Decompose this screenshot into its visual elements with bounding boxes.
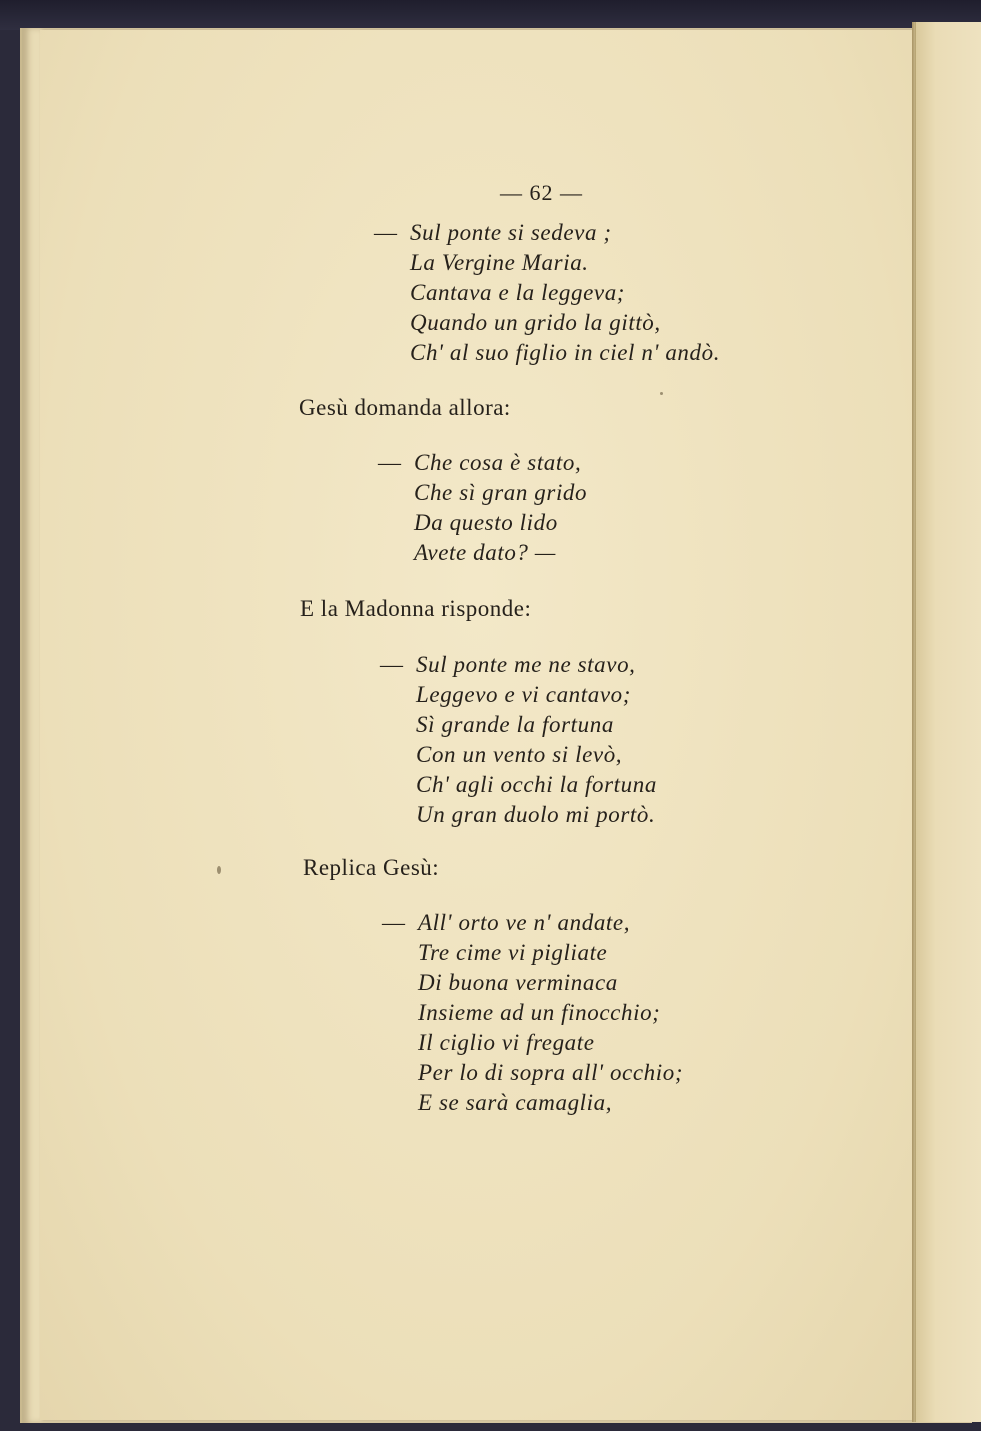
verse-line: Sul ponte si sedeva ; [410, 220, 612, 245]
prose-line: Replica Gesù: [303, 855, 440, 880]
verse-dash: — [382, 910, 406, 935]
verse-line: Per lo di sopra all' occhio; [418, 1060, 684, 1085]
verse-line: Insieme ad un finocchio; [418, 1000, 661, 1025]
paper-speck [217, 866, 221, 874]
verse-line: Leggevo e vi cantavo; [416, 682, 632, 707]
stanza-2 [378, 448, 588, 568]
verse-line: Da questo lido [414, 510, 558, 535]
stanza-4 [382, 908, 684, 1118]
verse-line: Avete dato? — [414, 540, 556, 565]
verse-line: Che cosa è stato, [414, 450, 582, 475]
verse-line: Sì grande la fortuna [416, 712, 614, 737]
verse-line: Con un vento si levò, [416, 742, 623, 767]
stanza-3 [380, 650, 657, 830]
verse-line: Cantava e la leggeva; [410, 280, 626, 305]
verse-line: Quando un grido la gittò, [410, 310, 661, 335]
background-top [0, 0, 981, 30]
verse-dash: — [380, 652, 404, 677]
verse-line: La Vergine Maria. [410, 250, 589, 275]
verse-line: Sul ponte me ne stavo, [416, 652, 636, 677]
verse-line: Il ciglio vi fregate [418, 1030, 595, 1055]
prose-line: Gesù domanda allora: [299, 395, 511, 420]
page-number: — 62 — [500, 180, 583, 205]
paper-speck [660, 392, 663, 395]
verse-line: E se sarà camaglia, [418, 1090, 613, 1115]
prose-line: E la Madonna risponde: [300, 596, 532, 621]
verse-line: Tre cime vi pigliate [418, 940, 608, 965]
verse-line: Un gran duolo mi portò. [416, 802, 656, 827]
verse-dash: — [374, 220, 398, 245]
verse-line: Ch' al suo figlio in ciel n' andò. [410, 340, 721, 365]
verse-line: Che sì gran grido [414, 480, 588, 505]
stanza-1 [374, 218, 721, 368]
facing-page [915, 22, 981, 1422]
verse-line: Ch' agli occhi la fortuna [416, 772, 657, 797]
verse-line: Di buona verminaca [418, 970, 618, 995]
verse-line: All' orto ve n' andate, [418, 910, 631, 935]
verse-dash: — [378, 450, 402, 475]
